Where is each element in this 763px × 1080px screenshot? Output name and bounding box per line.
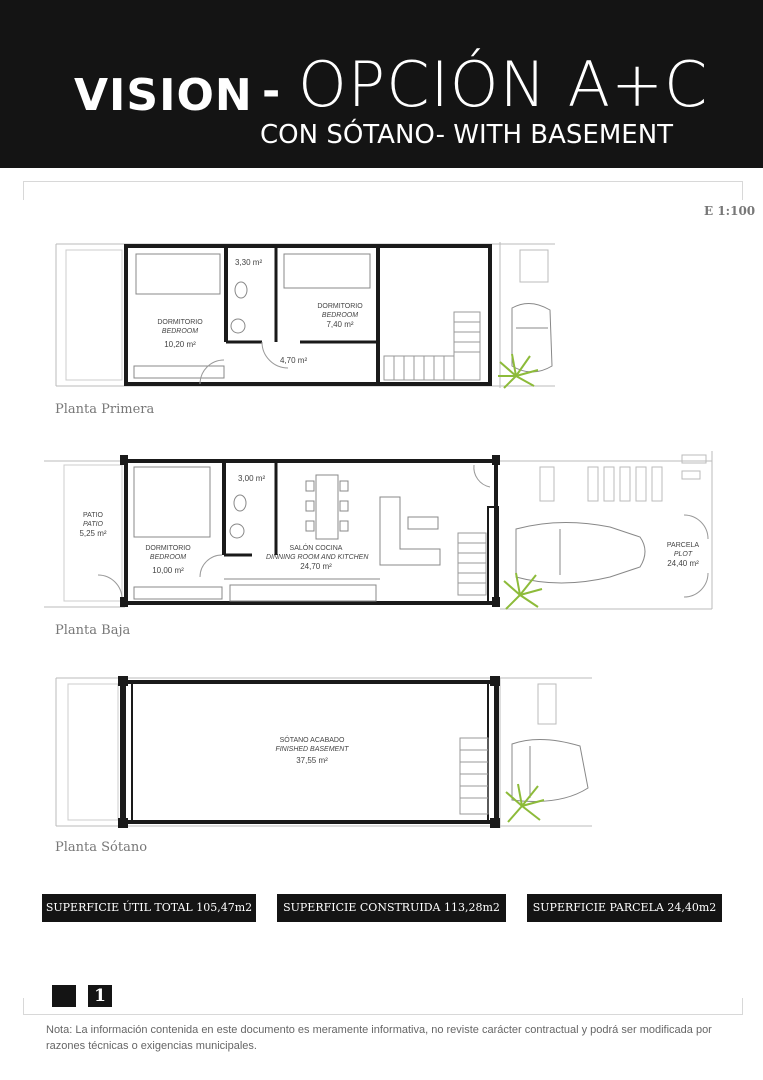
total-useful-surface: SUPERFICIE ÚTIL TOTAL 105,47m2 [42, 894, 256, 922]
ground-living-area: 24,70 m² [300, 562, 332, 571]
ground-living [266, 544, 369, 571]
total-built-surface: SUPERFICIE CONSTRUIDA 113,28m2 [277, 894, 506, 922]
frame-top [23, 181, 743, 200]
brand-title: VISION [74, 70, 253, 121]
ground-living-en: DINNING ROOM AND KITCHEN [266, 554, 369, 561]
basement-room [262, 736, 362, 765]
first-hall-area: 4,70 m² [280, 356, 308, 365]
plan-ground-floor [0, 447, 763, 647]
ground-patio [64, 511, 122, 538]
first-bedroom-1 [140, 318, 220, 349]
title-dash: - [262, 66, 281, 117]
basement-label: Planta Sótano [55, 840, 148, 855]
ground-bedroom-es: DORMITORIO [145, 545, 191, 552]
subtitle: CON SÓTANO- WITH BASEMENT [260, 120, 674, 150]
first-bedroom-1-en: BEDROOM [161, 328, 199, 335]
ground-plot [656, 541, 710, 568]
first-floor-drawing [0, 238, 763, 398]
ground-bedroom-en: BEDROOM [149, 554, 187, 561]
first-bedroom-1-area: 10,20 m² [164, 340, 196, 349]
header-banner [0, 0, 763, 168]
basement-room-area: 37,55 m² [296, 756, 328, 765]
first-bedroom-1-es: DORMITORIO [157, 319, 203, 326]
page-number: 1 [88, 985, 112, 1007]
scale-label: E 1:100 [704, 204, 756, 218]
ground-patio-area: 5,25 m² [79, 529, 107, 538]
ground-bedroom [128, 544, 208, 575]
first-bedroom-2-es: DORMITORIO [317, 303, 363, 310]
ground-patio-es: PATIO [83, 512, 103, 519]
first-bath-area: 3,30 m² [235, 258, 263, 267]
basement-room-es: SÓTANO ACABADO [279, 737, 345, 744]
frame-bottom [23, 998, 743, 1015]
ground-floor-label: Planta Baja [55, 623, 131, 638]
plan-first-floor [0, 238, 763, 428]
basement-room-en: FINISHED BASEMENT [275, 746, 349, 753]
ground-living-es: SALÓN COCINA [289, 545, 343, 552]
first-bedroom-2-en: BEDROOM [321, 312, 359, 319]
basement-drawing [0, 672, 763, 837]
first-bedroom-2-area: 7,40 m² [326, 320, 354, 329]
ground-bath-area: 3,00 m² [238, 474, 266, 483]
ground-plot-en: PLOT [673, 551, 693, 558]
disclaimer-note: Nota: La información contenida en este documento es meramente informativa, no reviste carácter contractual y podrá ser modificada por razones técnicas o exigencias municipales. [46, 1024, 712, 1052]
ground-plot-area: 24,40 m² [667, 559, 699, 568]
first-bedroom-2 [300, 302, 380, 329]
page-indicator-blank [52, 985, 76, 1007]
option-title: OPCIÓN A+C [298, 48, 709, 121]
ground-bedroom-area: 10,00 m² [152, 566, 184, 575]
first-floor-label: Planta Primera [55, 402, 155, 417]
ground-patio-en: PATIO [83, 521, 103, 528]
plan-basement [0, 672, 763, 862]
total-plot-surface: SUPERFICIE PARCELA 24,40m2 [527, 894, 722, 922]
ground-plot-es: PARCELA [666, 542, 700, 549]
